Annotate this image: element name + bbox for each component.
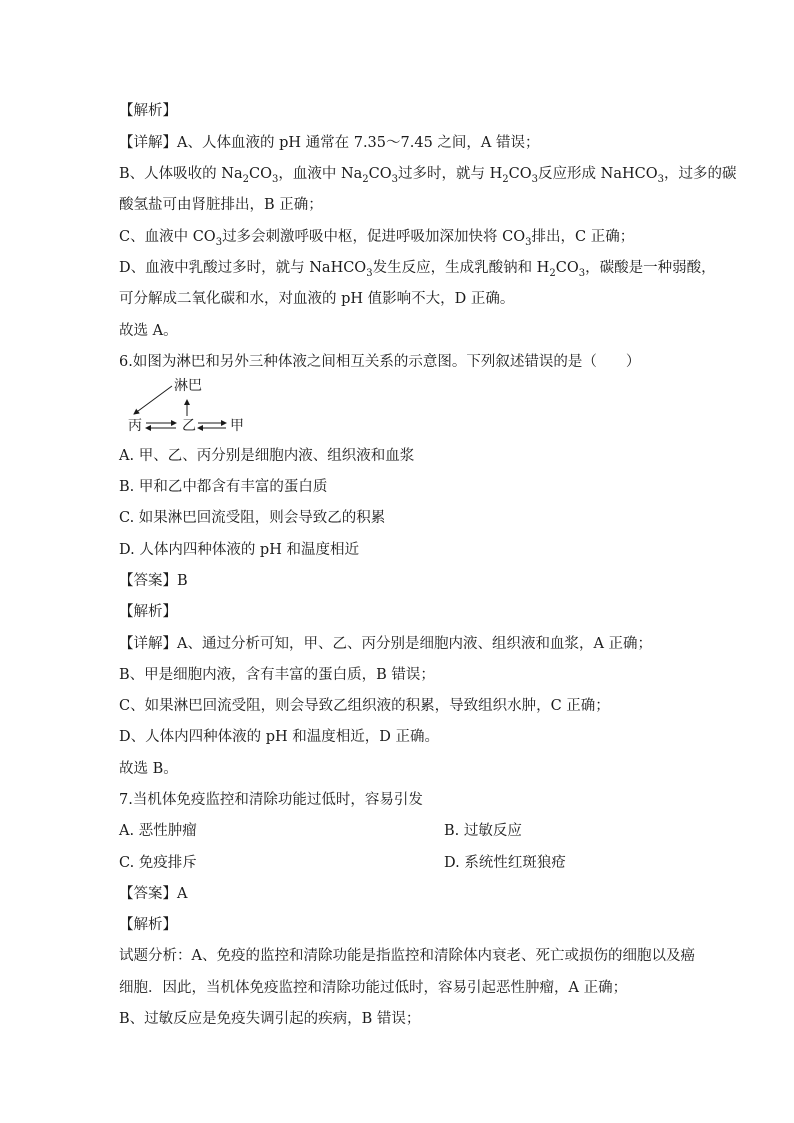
answer-select: 故选 B。 — [119, 761, 178, 777]
explanation-line: 【详解】A、通过分析可知，甲、乙、丙分别是细胞内液、组织液和血浆，A 正确； — [119, 636, 653, 652]
question-7: 7.当机体免疫监控和清除功能过低时，容易引发 — [119, 792, 423, 808]
diagram-label-yi: 乙 — [182, 418, 196, 434]
option-d: D. 系统性红斑狼疮 — [444, 855, 566, 871]
analysis-heading: 【解析】 — [119, 917, 177, 933]
answer-heading: 【答案】B — [119, 573, 188, 589]
diagram-label-jia: 甲 — [230, 418, 244, 434]
explanation-line: 酸氢盐可由肾脏排出，B 正确； — [119, 197, 323, 213]
explanation-line: 【详解】A、人体血液的 pH 通常在 7.35～7.45 之间，A 错误； — [119, 135, 540, 151]
arrow-lymph-to-bing — [134, 386, 172, 414]
explanation-line: 试题分析：A、免疫的监控和清除功能是指监控和清除体内衰老、死亡或损伤的细胞以及癌 — [119, 948, 695, 964]
option-b: B. 过敏反应 — [444, 823, 522, 839]
question-6: 6.如图为淋巴和另外三种体液之间相互关系的示意图。下列叙述错误的是（ ） — [119, 354, 641, 370]
explanation-line: B、过敏反应是免疫失调引起的疾病，B 错误； — [119, 1011, 421, 1027]
option-b: B. 甲和乙中都含有丰富的蛋白质 — [119, 479, 328, 495]
analysis-heading: 【解析】 — [119, 103, 177, 119]
explanation-line: C、血液中 $CO_3$过多会刺激呼吸中枢，促进呼吸加深加快将 $CO_3$排出，C 正确； — [119, 229, 635, 248]
explanation-line: D、血液中乳酸过多时，就与 NaHCO$_3$发生反应，生成乳酸钠和 $H_2CO_3$，碳酸是一种弱酸， — [119, 260, 716, 279]
answer-select: 故选 A。 — [119, 323, 178, 339]
body-fluid-diagram — [124, 378, 254, 436]
explanation-line: D、人体内四种体液的 pH 和温度相近，D 正确。 — [119, 729, 440, 745]
explanation-line: 可分解成二氧化碳和水，对血液的 pH 值影响不大，D 正确。 — [119, 291, 515, 307]
diagram-arrows — [124, 378, 254, 436]
diagram-label-lymph: 淋巴 — [174, 378, 202, 394]
option-d: D. 人体内四种体液的 pH 和温度相近 — [119, 542, 359, 558]
explanation-line: C、如果淋巴回流受阻，则会导致乙组织液的积累，导致组织水肿，C 正确； — [119, 698, 610, 714]
option-a: A. 恶性肿瘤 — [119, 823, 197, 839]
explanation-line: B、人体吸收的 $Na_2CO_3$，血液中 $Na_2CO_3$过多时，就与 $H_2CO_3$反应形成 NaHCO$_3$，过多的碳 — [119, 166, 737, 185]
analysis-heading: 【解析】 — [119, 604, 177, 620]
option-a: A. 甲、乙、丙分别是细胞内液、组织液和血浆 — [119, 448, 415, 464]
explanation-line: B、甲是细胞内液，含有丰富的蛋白质，B 错误； — [119, 667, 435, 683]
option-c: C. 如果淋巴回流受阻，则会导致乙的积累 — [119, 510, 386, 526]
diagram-label-bing: 丙 — [128, 418, 142, 434]
answer-heading: 【答案】A — [119, 886, 188, 902]
explanation-line: 细胞．因此，当机体免疫监控和清除功能过低时，容易引起恶性肿瘤，A 正确； — [119, 980, 628, 996]
option-c: C. 免疫排斥 — [119, 855, 197, 871]
